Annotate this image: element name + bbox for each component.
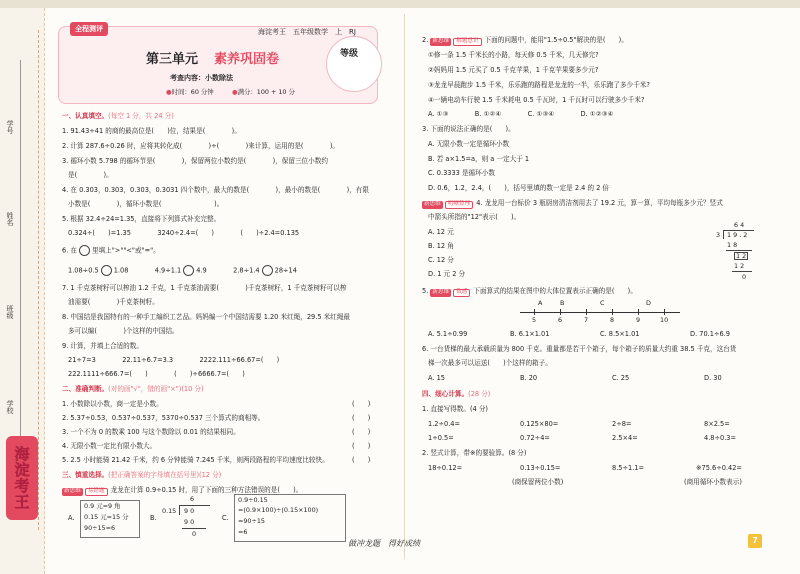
nl-label-8: 8	[610, 316, 615, 324]
q4-line1	[726, 250, 752, 251]
compare-circle-1[interactable]	[101, 265, 112, 276]
nl-tick-4	[638, 309, 639, 315]
q4-opt-a: A. 12 元	[428, 228, 454, 236]
section-3-title: 三、慎重选择。(把正确答案的字母填在括号里)(12 分)	[62, 471, 222, 479]
q3-opt-b: B. 若 a×1.5=a，则 a 一定大于 1	[428, 155, 530, 163]
nl-tick-0	[534, 309, 535, 315]
q3-opt-a: A. 无限小数一定是循环小数	[428, 140, 510, 148]
b-rem: 0	[192, 530, 197, 538]
q6-opt-d: D. 30	[704, 374, 722, 382]
page-divider	[404, 14, 405, 559]
judge-1: 1. 小数除以小数，商一定是小数。	[62, 400, 163, 408]
q2-stem: 2. 新思维 解题意识 下面的问题中，能用"1.5÷0.5"解决的是( )。	[422, 36, 628, 44]
choice-1: 新思维 易错题 龙龙在计算 0.9÷0.15 时，用了下面的三种方法错误的是( )。	[64, 486, 303, 494]
q2-opt-3: ③龙龙早晨跑步 1.5 千米，乐乐跑的路程是龙龙的一半，乐乐跑了多少千米?	[428, 81, 650, 89]
nl-tick-2	[586, 309, 587, 315]
b-bracket	[179, 505, 180, 515]
section-4-title: 四、细心计算。(28 分)	[422, 390, 491, 398]
compare-circle-2[interactable]	[183, 265, 194, 276]
margin-label-class: 班级	[6, 305, 14, 319]
nl-label-5: 5	[532, 316, 537, 324]
b-divisor: 0.15	[162, 507, 177, 515]
number-line-axis	[520, 312, 680, 313]
calc-1-1: 1.2÷0.4=	[428, 420, 461, 428]
nl-tick-5	[664, 309, 665, 315]
brand-logo: 海淀考王	[6, 436, 38, 520]
nl-label-10: 10	[660, 316, 669, 324]
q1-3: 3. 循环小数 5.798 的循环节是( )，保留两位小数约是( )，保留三位小数约	[62, 157, 328, 165]
q4-line2	[732, 271, 752, 272]
q1-5-items: 0.324÷( )=1.35 3240÷2.4=( ) ( )÷2.4=0.135	[68, 229, 300, 237]
calc-3-4: ※75.6÷0.42=	[696, 464, 742, 472]
q4-bracket	[723, 230, 724, 239]
judge-paren-1[interactable]: ( )	[352, 400, 371, 408]
q6-stem-b: 梯一次最多可以运送( )个这样的箱子。	[428, 359, 552, 367]
choice-1-a-line3: 90÷15=6	[84, 524, 116, 532]
q5-opt-b: B. 6.1×1.01	[510, 330, 550, 338]
section-1-title: 一、认真填空。(每空 1 分，共 24 分)	[62, 112, 174, 120]
calc-note-1: (商保留两位小数)	[512, 478, 564, 486]
nl-label-7: 7	[584, 316, 589, 324]
q4-opt-b: B. 12 角	[428, 242, 454, 250]
q4-quotient: 6 4	[734, 221, 745, 229]
choice-1-opt-a-label: A.	[68, 514, 75, 522]
choice-1-c-line1: 0.9÷0.15	[238, 496, 268, 504]
q1-8: 8. 中国结是我国特有的一种手工编织工艺品。妈妈编一个中国结需要 1.20 米红绳，29.5 米红绳最	[62, 313, 351, 321]
q3-opt-d: D. 0.6，1.2，2.4，( )，括号里填的数一定是 2.4 的 2 倍	[428, 184, 610, 192]
q4-opt-c: C. 12 分	[428, 256, 454, 264]
top-band	[0, 0, 800, 8]
q1-9-row1: 21÷7=3 22.11÷6.7=3.3 2222.111÷66.67=( )	[68, 356, 280, 364]
page-number: 7	[748, 534, 762, 548]
judge-4: 4. 无限小数一定比有限小数大。	[62, 442, 157, 450]
calc-1-3: 2÷8=	[612, 420, 632, 428]
calc-note-2: (商用循环小数表示)	[684, 478, 742, 486]
binding-line	[38, 30, 39, 530]
series-badge: 全程测评	[70, 22, 108, 36]
nl-letter-a: A	[538, 299, 543, 307]
q5-number-line	[520, 300, 680, 326]
b-quotient: 6	[190, 495, 195, 503]
q3-opt-c: C. 0.3333 是循环小数	[428, 169, 495, 177]
q4-stem-b: 中箭头所指的"12"表示( )。	[428, 213, 521, 221]
q1-9-row2: 222.1111÷666.7=( ) ( )÷6666.7=( )	[68, 370, 245, 378]
compare-circle-3[interactable]	[262, 265, 273, 276]
exam-time: ●时间：60 分钟	[166, 88, 214, 96]
judge-5: 5. 2.5 小时能骑 21.42 千米，约 6 分钟能骑 7.245 千米，则两段路程的平均速度比较快。	[62, 456, 329, 464]
q4-stem: 新思维 明晰算理 4. 龙龙用一台标价 3 瓶厨房清洁剂用去了 19.2 元，算一算，平均每瓶多少元？竖式	[424, 199, 723, 207]
grade-label: 等级	[340, 49, 359, 59]
choice-1-c-line2: =(0.9×100)÷(0.15×100)	[238, 506, 319, 514]
nl-letter-b: B	[560, 299, 565, 307]
choice-1-opt-b-label: B.	[150, 514, 157, 522]
footer-slogan: 做冲龙题 得好成绩	[348, 539, 420, 548]
q3-stem: 3. 下面的说法正确的是( )。	[422, 125, 515, 133]
q1-7: 7. 1 千克茶树籽可以榨油 1.2 千克，1 千克茶油需要( )千克茶树籽，1 千克茶树籽可以榨	[62, 284, 347, 292]
q2-opt-1: ①修一条 1.5 千米长的小路，每天修 0.5 千米，几天修完?	[428, 51, 599, 59]
q5-stem: 5. 新思维 数感 下面算式的结果在图中的大体位置表示正确的是( )。	[422, 287, 637, 295]
q6-opt-c: C. 25	[612, 374, 630, 382]
q4-r4: 0	[742, 273, 747, 281]
judge-paren-3[interactable]: ( )	[352, 428, 371, 436]
calc-q1: 1. 直接写得数。(4 分)	[422, 405, 488, 413]
q1-4: 4. 在 0.303，0.303，0.303，0.3031 四个数中，最大的数是( )，最小的数是( )，有限	[62, 186, 369, 194]
calc-2-1: 1÷0.5=	[428, 434, 454, 442]
q6-stem: 6. 一台货梯的最大承载质量为 800 千克。重量都是若干个箱子，每个箱子的质量大约重 38.5 千克，这台货	[422, 345, 737, 353]
calc-3-1: 18÷0.12=	[428, 464, 463, 472]
calc-3-3: 8.5÷1.1=	[612, 464, 645, 472]
nl-tick-3	[612, 309, 613, 315]
nl-letter-d: D	[646, 299, 651, 307]
unit-title: 第三单元	[146, 52, 199, 67]
judge-paren-5[interactable]: ( )	[352, 456, 371, 464]
b-line	[182, 528, 206, 529]
q4-divisor: 3	[716, 231, 721, 239]
choice-1-c-line4: =6	[238, 528, 248, 536]
choice-1-a-line2: 0.15 元=15 分	[84, 513, 129, 521]
clock-icon: ●	[166, 88, 172, 96]
calc-2-4: 4.8÷0.3=	[704, 434, 737, 442]
calc-1-4: 8×2.5=	[704, 420, 730, 428]
q2-opt-4: ④一辆电动车行驶 1.5 千米耗电 0.5 千瓦时，1 千瓦时可以行驶多少千米?	[428, 96, 645, 104]
calc-q2: 2. 竖式计算，带※的要验算。(8 分)	[422, 449, 527, 457]
nl-label-6: 6	[558, 316, 563, 324]
b-sub: 9 0	[184, 518, 195, 526]
margin-label-name: 姓名	[6, 212, 14, 226]
header-brand: 海淀考王 五年级数学 上 RJ	[258, 28, 356, 36]
q5-opt-c: C. 8.5×1.01	[600, 330, 640, 338]
calc-3-2: 0.13÷0.15=	[520, 464, 561, 472]
choice-1-b-division	[160, 494, 216, 542]
q4-dividend: 1 9 . 2	[727, 231, 748, 239]
b-bar	[180, 505, 210, 506]
calc-2-3: 2.5×4=	[612, 434, 638, 442]
q4-r1: 1 8	[727, 241, 738, 249]
q1-9: 9. 计算，并填上合适的数。	[62, 342, 143, 350]
exam-scope: 考查内容：小数除法	[170, 74, 233, 82]
choice-1-c-line3: =90÷15	[238, 517, 265, 525]
exam-title: 素养巩固卷	[214, 52, 280, 67]
nl-letter-c: C	[600, 299, 605, 307]
q4-long-division	[712, 222, 762, 284]
q1-3b: 是( )。	[68, 171, 113, 179]
q1-4b: 小数是( )，循环小数是( )。	[68, 200, 224, 208]
q2-choices: A. ①③ B. ①②④ C. ①③④ D. ①②③④	[428, 110, 614, 118]
choice-1-a-line1: 0.9 元=9 角	[84, 502, 121, 510]
judge-paren-2[interactable]: ( )	[352, 414, 371, 422]
answer-circle[interactable]	[79, 245, 90, 256]
grade-circle	[326, 36, 382, 92]
choice-1-opt-c-label: C.	[222, 514, 229, 522]
star-icon: ●	[232, 88, 238, 96]
judge-2: 2. 5.37÷0.53，0.537÷0.537，5370÷0.537 三个算式的商相等。	[62, 414, 265, 422]
margin-label-school: 学校	[6, 400, 14, 414]
q6-opt-b: B. 20	[520, 374, 538, 382]
q1-6: 6. 在 里填上">""<"或"="。	[62, 246, 160, 255]
q2-opt-2: ②妈妈用 1.5 元买了 0.5 千克苹果，1 千克苹果要多少元?	[428, 66, 599, 74]
margin-label-id: 学号	[6, 120, 14, 134]
q1-7b: 油需要( )千克茶树籽。	[68, 298, 159, 306]
q1-6-items: 1.08÷0.5 1.08 4.9÷1.1 4.9 2.8÷1.4 28÷14	[68, 266, 297, 275]
q6-opt-a: A. 15	[428, 374, 445, 382]
q4-r2: 1 2	[736, 252, 747, 260]
q5-opt-d: D. 70.1÷6.9	[690, 330, 730, 338]
q5-opt-a: A. 5.1÷0.99	[428, 330, 468, 338]
judge-3: 3. 一个不为 0 的数乘 100 与这个数除以 0.01 的结果相同。	[62, 428, 240, 436]
q1-5: 5. 根据 32.4÷24=1.35，直接将下列算式补充完整。	[62, 215, 221, 223]
calc-2-2: 0.72÷4=	[520, 434, 550, 442]
judge-paren-4[interactable]: ( )	[352, 442, 371, 450]
margin-field-line	[20, 60, 21, 500]
q1-1: 1. 91.43÷41 的商的最高位是( )位，结果是( )。	[62, 127, 241, 135]
q4-r3: 1 2	[734, 262, 745, 270]
q1-8b: 多可以编( )个这样的中国结。	[68, 327, 179, 335]
section-2-title: 二、准确判断。(对的画"√"，错的画"×")(10 分)	[62, 385, 204, 393]
q1-2: 2. 计算 287.6÷0.26 时，应将其转化成( )÷( )来计算，运用的是( )。	[62, 142, 340, 150]
nl-label-9: 9	[636, 316, 641, 324]
calc-1-2: 0.125×80=	[520, 420, 559, 428]
b-dividend: 9 0	[184, 507, 195, 515]
exam-score: ●满分：100 + 10 分	[232, 88, 295, 96]
nl-tick-1	[560, 309, 561, 315]
q4-opt-d: D. 1 元 2 分	[428, 270, 466, 278]
